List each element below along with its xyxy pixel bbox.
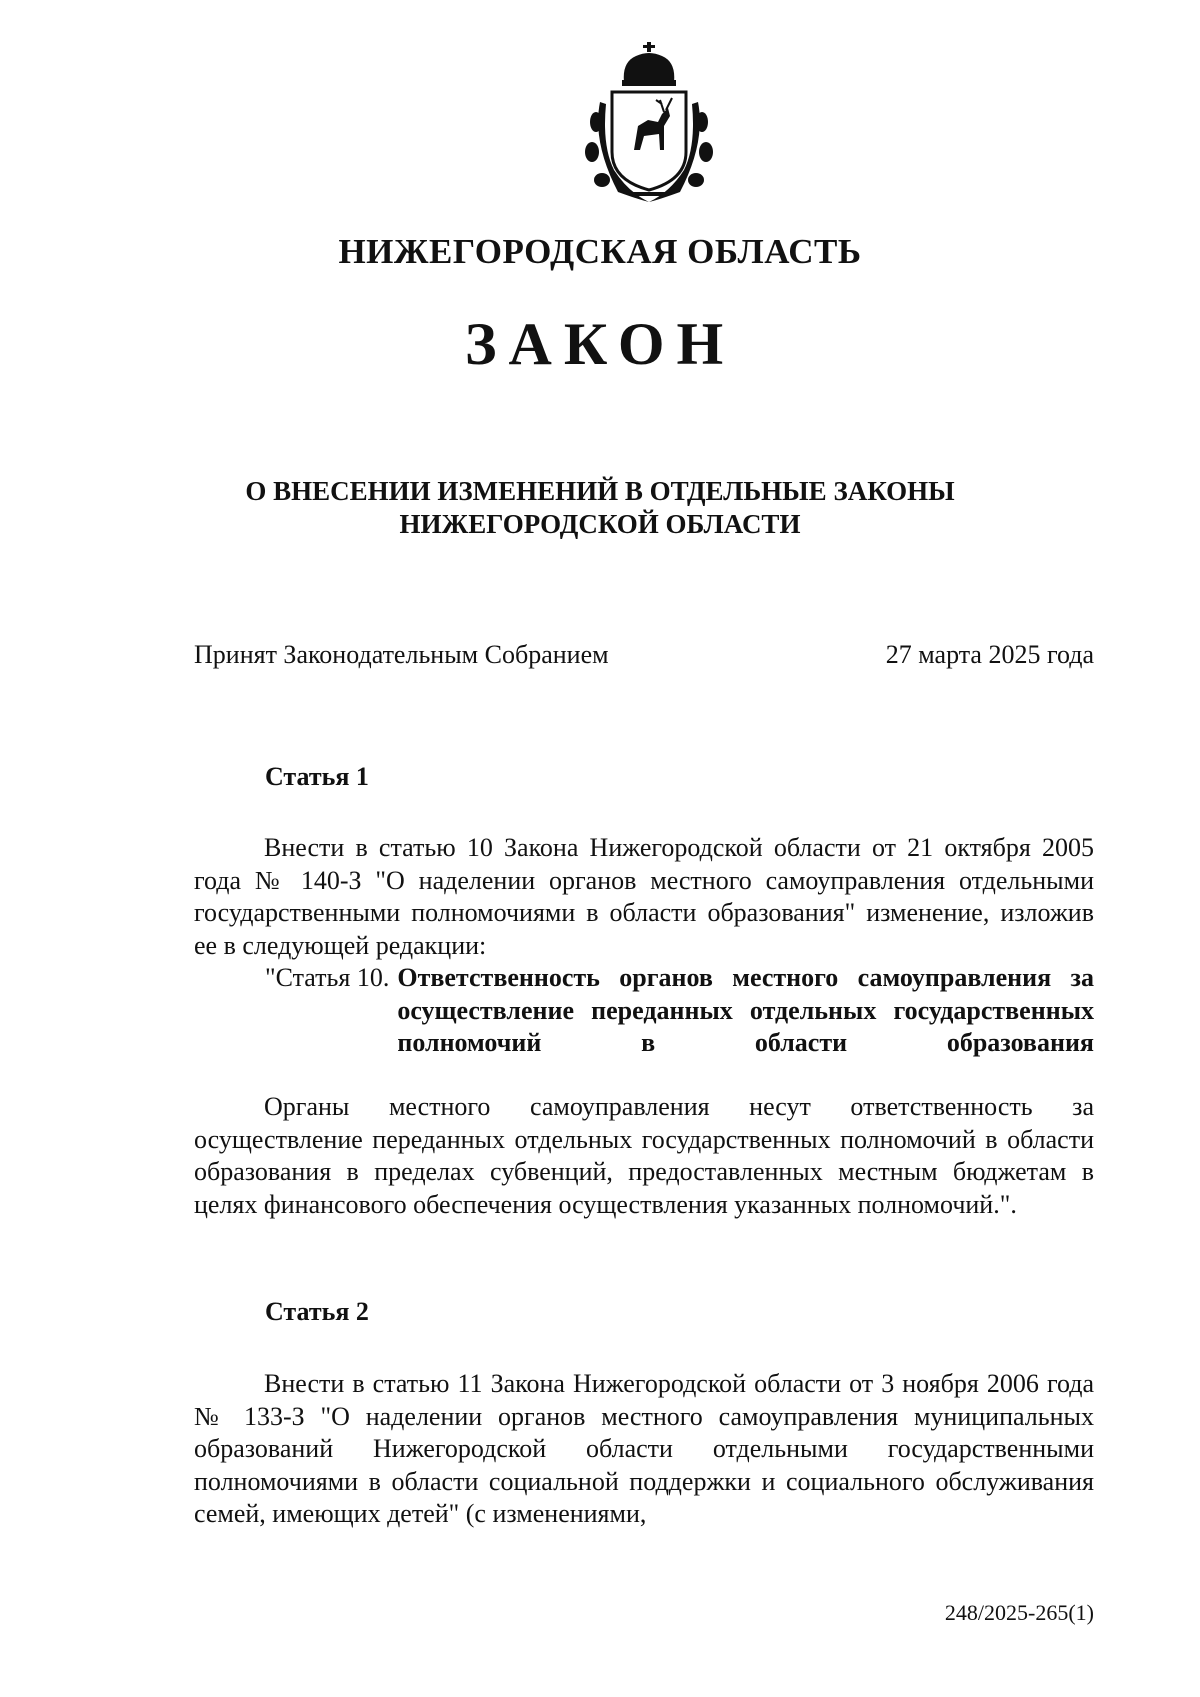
amended-article-title bbox=[265, 962, 1094, 1060]
amended-article-number: "Статья 10. bbox=[265, 963, 390, 992]
law-title-line-1: О ВНЕСЕНИИ ИЗМЕНЕНИЙ В ОТДЕЛЬНЫЕ ЗАКОНЫ bbox=[245, 476, 955, 506]
adoption-date: 27 марта 2025 года bbox=[885, 640, 1094, 669]
article-1-heading: Статья 1 bbox=[265, 762, 369, 791]
region-title: НИЖЕГОРОДСКАЯ ОБЛАСТЬ bbox=[338, 232, 862, 271]
adopted-by-label: Принят Законодательным Собранием bbox=[194, 640, 609, 669]
article-2-heading: Статья 2 bbox=[265, 1297, 369, 1326]
crown-icon bbox=[622, 42, 676, 86]
law-title bbox=[0, 475, 1200, 541]
law-title-line-2: НИЖЕГОРОДСКОЙ ОБЛАСТИ bbox=[399, 509, 801, 539]
amended-article-body: Органы местного самоуправления несут ответственность за осуществление переданных отдельных государственных полномочий в области образования в пределах субвенций, предоставленных местным бюджетам в целях финансового обеспечения осуществления указанных полномочий.". bbox=[194, 1092, 1094, 1219]
article-1-text: Внести в статью 10 Закона Нижегородской области от 21 октября 2005 года № 140-З "О наделении органов местного самоуправления отдельными государственными полномочиями в области образования" изменение, изложив ее в следующей редакции: bbox=[194, 833, 1094, 960]
amended-article-name: Ответственность органов местного самоуправления за осуществление переданных отдельных государственных полномочий в области образования bbox=[397, 963, 1094, 1057]
shield-icon bbox=[612, 92, 686, 190]
adoption-line bbox=[194, 640, 1094, 670]
article-2-text: Внести в статью 11 Закона Нижегородской области от 3 ноября 2006 года № 133-З "О наделении органов местного самоуправления муниципальных образований Нижегородской области отдельными государственными полномочиями в области социальной поддержки и социального обслуживания семей, имеющих детей" (с изменениями, bbox=[194, 1369, 1094, 1528]
document-type: ЗАКОН bbox=[464, 311, 736, 377]
document-number: 248/2025-265(1) bbox=[944, 1600, 1094, 1625]
coat-of-arms-emblem bbox=[578, 42, 720, 204]
